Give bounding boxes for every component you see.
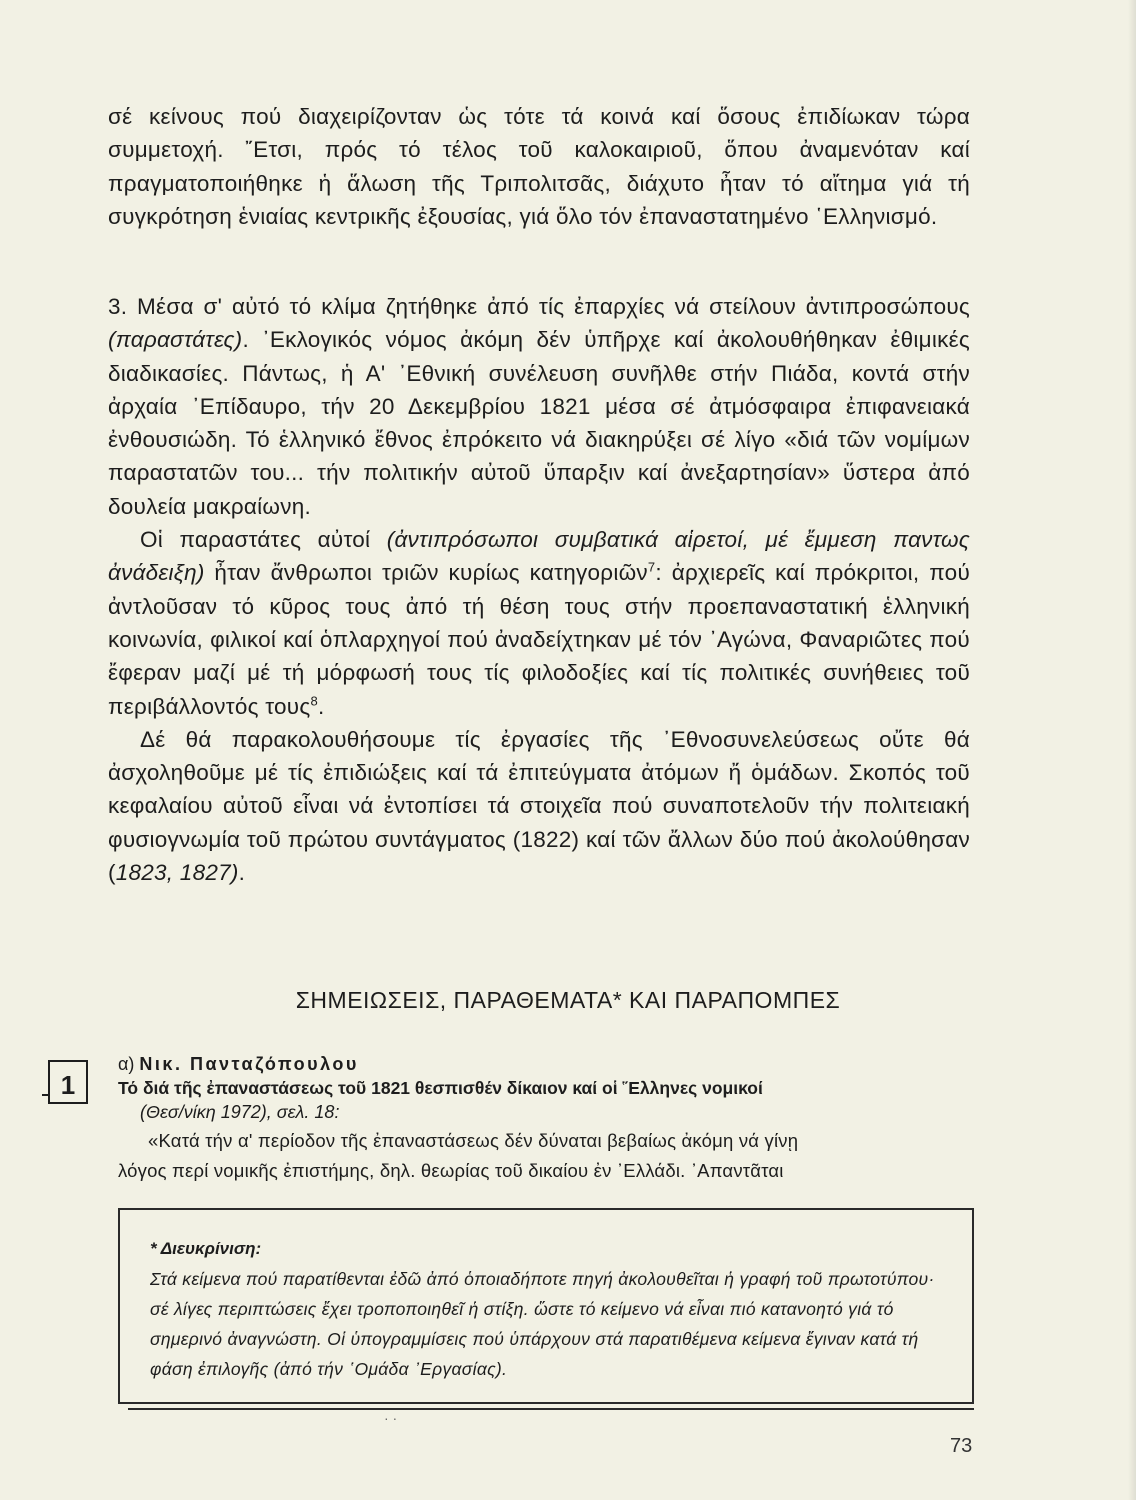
paragraph-2-text: 3. Μέσα σ' αὐτό τό κλίμα ζητήθηκε ἀπό τίς ἐπαρχίες νά στείλουν ἀντιπροσώπους [108, 294, 970, 319]
clarification-title: * Διευκρίνιση: [150, 1239, 262, 1258]
quote-line-2: λόγος περί νομικῆς ἐπιστήμης, δηλ. θεωρίας τοῦ δικαίου ἐν ᾿Ελλάδι. ᾿Απαντᾶται [118, 1160, 784, 1181]
paragraph-4-end: . [238, 860, 246, 886]
paragraph-3-text-rest: : ἀρχιερεῖς καί πρόκριτοι, πού ἀντλοῦσαν τό κῦρος τους ἀπό τή θέση τους στήν προεπαναστατική ἑλληνική κοινωνία, φιλικοί καί ὁπλαρχηγοί πού ἀναδείχτηκαν μέ τόν ᾿Αγώνα, Φαναριῶτες πού ἔφεραν μαζί μέ τή μόρφωσή τους τίς φιλοδοξίες καί τίς πολιτικές συνήθειες τοῦ περιβάλλοντός τους [108, 560, 970, 719]
reference-author-line [118, 1052, 978, 1076]
paragraph-2 [108, 290, 970, 523]
reference-quote [118, 1126, 978, 1186]
footnote-marker-8: 8 [310, 693, 318, 709]
print-smudge: · · [384, 1410, 398, 1426]
reference-label: α) [118, 1054, 140, 1074]
reference-author: Νικ. Πανταζόπουλου [139, 1054, 359, 1074]
paragraph-2-text-cont: . ᾿Εκλογικός νόμος ἀκόμη δέν ὑπῆρχε καί ἀκολουθήθηκαν ἐθιμικές διαδικασίες. Πάντως, ἡ Α' ᾿Εθνική συνέλευση συνῆλθε στήν Πιάδα, κοντά στήν ἀρχαία ᾿Επίδαυρο, τήν 20 Δεκεμβρίου 1821 μέσα σέ ἀτμόσφαιρα ἐπιφανειακά ἐνθουσιώδη. Τό ἑλληνικό ἔθνος ἐπρόκειτο νά διακηρύξει σέ λίγο «διά τῶν νομίμων παραστατῶν του... τήν πολιτικήν αὐτοῦ ὕπαρξιν καί ἀνεξαρτησίαν» ὕστερα ἀπό δουλεία μακραίωνη. [108, 327, 970, 519]
clarification-box [118, 1208, 974, 1404]
page-edge-shadow [1128, 0, 1136, 1500]
footnote-marker-7: 7 [647, 559, 656, 575]
paragraph-4-text: Δέ θά παρακολουθήσουμε τίς ἐργασίες τῆς ᾿Εθνοσυνελεύσεως οὔτε θά ἀσχοληθοῦμε μέ τίς ἐπιδιώξεις καί τά ἐπιτεύγματα ἀτόμων ἤ ὁμάδων. Σκοπός τοῦ κεφαλαίου αὐτοῦ εἶναι νά ἐντοπίσει τά στοιχεῖα πού συναποτελοῦν τήν πολιτειακή φυσιογνωμία τοῦ πρώτου συντάγματος (1822) καί τῶν ἄλλων δύο πού ἀκολούθησαν ( [108, 726, 970, 886]
paragraph-4 [108, 723, 970, 889]
reference-citation: (Θεσ/νίκη 1972), σελ. 18: [140, 1102, 340, 1122]
paragraph-2-italic: (παραστάτες) [108, 327, 243, 353]
note-number-box [48, 1060, 88, 1104]
paragraph-3-italic: (ἀντιπρόσωποι συμβατικά αἱρετοί, μέ ἔμμεση παντως ἀνάδειξη) [108, 527, 970, 586]
paragraph-1: σέ κείνους πού διαχειρίζονταν ὡς τότε τά κοινά καί ὅσους ἐπιδίωκαν τώρα συμμετοχή. ῎Ετσι, πρός τό τέλος τοῦ καλοκαιριοῦ, ὅπου ἀναμενόταν καί πραγματοποιήθηκε ἡ ἅλωση τῆς Τριπολιτσᾶς, διάχυτο ἦταν τό αἴτημα γιά τή συγκρότηση ἑνιαίας κεντρικῆς ἐξουσίας, γιά ὅλο τόν ἐπαναστατημένο ῾Ελληνισμό. [108, 104, 970, 229]
note-number: 1 [60, 1070, 76, 1100]
paragraph-3 [108, 523, 970, 723]
clarification-text: Στά κείμενα πού παρατίθενται ἐδῶ ἀπό ὁποιαδήποτε πηγή ἀκολουθεῖται ἡ γραφή τοῦ πρωτοτύπου· σέ λίγες περιπτώσεις ἔχει τροποποιηθεῖ ἡ στίξη. ὥστε τό κείμενο νά εἶναι πιό κατανοητό γιά τό σημερινό ἀναγνώστη. Οἱ ὑπογραμμίσεις πού ὑπάρχουν στά παρατιθέμενα κείμενα ἔγιναν κατά τή φάση ἐπιλογῆς (ἀπό τήν ῾Ομάδα ᾿Εργασίας). [150, 1269, 935, 1379]
main-text-block [108, 100, 970, 233]
notes-heading: ΣΗΜΕΙΩΣΕΙΣ, ΠΑΡΑΘΕΜΑΤΑ* ΚΑΙ ΠΑΡΑΠΟΜΠΕΣ [295, 987, 841, 1013]
reference-title: Τό διά τῆς ἐπαναστάσεως τοῦ 1821 θεσπισθέν δίκαιον καί οἱ ῞Ελληνες νομικοί [118, 1078, 763, 1098]
paragraph-4-italic: 1823, 1827) [115, 860, 239, 886]
reference-entry [118, 1052, 978, 1186]
main-text-block-2 [108, 290, 970, 889]
page-number: 73 [950, 1435, 973, 1457]
quote-line-1: «Κατά τήν α' περίοδον τῆς ἐπαναστάσεως δέν δύναται βεβαίως ἀκόμη νά γίνῃ [148, 1130, 799, 1151]
paragraph-3-text: Οἱ παραστάτες αὐτοί [140, 527, 387, 553]
paragraph-3-text-cont: ἦταν ἄνθρωποι τριῶν κυρίως κατηγοριῶν [204, 560, 648, 586]
paragraph-3-end: . [317, 693, 325, 719]
